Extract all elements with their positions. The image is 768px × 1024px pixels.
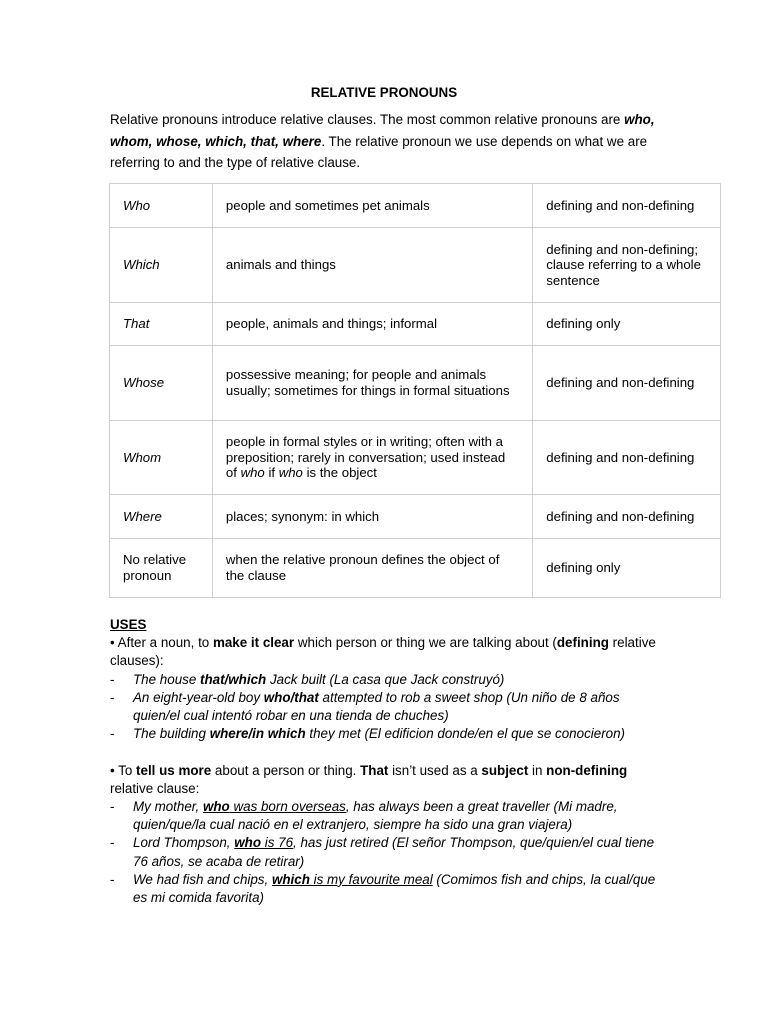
page-title: RELATIVE PRONOUNS xyxy=(310,85,458,100)
example-text: Lord Thompson, xyxy=(133,835,235,851)
pronoun-cell: Whom xyxy=(110,421,213,495)
example-item xyxy=(110,834,670,870)
example-text: (Comimos fish and chips, la cual/que es mi comida favorita) xyxy=(133,871,656,906)
clause-cell: defining and non-defining xyxy=(533,346,721,421)
clause-cell: defining and non-defining xyxy=(533,495,721,539)
use-text-who-2: who xyxy=(278,465,303,481)
example-item xyxy=(110,725,670,743)
bullet-text: which person or thing we are talking about ( xyxy=(294,635,557,651)
table-row xyxy=(110,184,721,228)
example-bold: who xyxy=(234,835,262,851)
example-text: , has always been a great traveller (Mi madre, quien/que/la cual nació en el extranjero, siempre ha sido una gran viajera) xyxy=(133,799,618,833)
clause-cell: defining only xyxy=(533,303,721,346)
bullet-defining xyxy=(110,634,670,670)
example-text: Jack built (La casa que Jack construyó) xyxy=(266,671,505,687)
clause-cell: defining only xyxy=(533,539,721,598)
example-text: My mother, xyxy=(133,799,203,815)
clause-cell: defining and non-defining xyxy=(533,421,721,495)
example-item xyxy=(110,871,670,907)
intro-text: Relative pronouns introduce relative clauses. The most common relative pronouns are xyxy=(110,112,625,127)
bullet-non-defining xyxy=(110,762,670,798)
pronoun-table xyxy=(109,183,721,598)
dash-marker: - xyxy=(110,689,115,705)
use-cell: when the relative pronoun defines the object of the clause xyxy=(212,539,532,598)
bullet-text: isn’t used as a xyxy=(388,762,482,778)
bullet-text: in xyxy=(528,762,547,778)
bullet-text: • After a noun, to xyxy=(110,635,213,651)
dash-marker: - xyxy=(110,726,115,742)
pronoun-cell: No relative pronoun xyxy=(110,539,213,598)
pronoun-cell: Where xyxy=(110,495,213,539)
example-underlined: is 76 xyxy=(261,835,294,851)
use-cell: people, animals and things; informal xyxy=(212,303,532,346)
pronoun-cell: That xyxy=(110,303,213,346)
use-cell: possessive meaning; for people and animals usually; sometimes for things in formal situations xyxy=(212,346,532,421)
table-row xyxy=(110,303,721,346)
uses-heading: USES xyxy=(110,617,147,632)
example-bold: where/in which xyxy=(209,726,306,742)
example-text: We had fish and chips, xyxy=(133,871,272,887)
use-text-if: if xyxy=(264,465,279,481)
bullet-bold: subject xyxy=(481,762,529,778)
dash-marker: - xyxy=(110,871,115,887)
table-row xyxy=(110,346,721,421)
bullet-bold: make it clear xyxy=(212,635,295,651)
use-cell: animals and things xyxy=(212,228,532,303)
example-text: they met (El edificion donde/en el que se conocieron) xyxy=(305,726,626,742)
intro-text-end: . The relative pronoun we use depends on what we are referring to and the type of relative clause. xyxy=(110,133,648,170)
use-text: people in formal styles or in writing; often with a preposition; rarely in conversation; used instead of xyxy=(225,434,506,481)
example-item xyxy=(110,689,670,725)
bullet-text: about a person or thing. xyxy=(211,762,361,778)
use-text-who: who xyxy=(240,465,265,481)
bullet-bold: That xyxy=(360,762,389,778)
pronoun-cell: Who xyxy=(110,184,213,228)
bullet-bold: defining xyxy=(556,635,609,651)
example-bold: which xyxy=(271,871,310,887)
example-text: attempted to rob a sweet shop (Un niño de 8 años quien/el cual intentó robar en una tienda de chuches) xyxy=(133,689,620,724)
dash-marker: - xyxy=(110,835,115,851)
pronoun-cell: Which xyxy=(110,228,213,303)
pronoun-cell: Whose xyxy=(110,346,213,421)
example-text: The building xyxy=(133,726,210,742)
example-item xyxy=(110,671,670,689)
use-cell xyxy=(212,421,532,495)
clause-cell: defining and non-defining xyxy=(533,184,721,228)
intro-pronoun-list: who, whom, whose, which, that, where xyxy=(110,112,655,149)
example-text: , has just retired (El señor Thompson, que/quien/el cual tiene 76 años, se acaba de retirar) xyxy=(133,835,655,869)
clause-cell: defining and non-defining; clause referring to a whole sentence xyxy=(533,228,721,303)
dash-marker: - xyxy=(110,799,115,815)
table-row xyxy=(110,228,721,303)
use-cell: places; synonym: in which xyxy=(212,495,532,539)
intro-paragraph xyxy=(110,109,670,174)
dash-marker: - xyxy=(110,671,115,687)
bullet-bold: non-defining xyxy=(546,762,628,778)
spacer xyxy=(110,743,670,761)
example-underlined: is my favourite meal xyxy=(309,871,433,887)
use-text-end: is the object xyxy=(302,465,377,481)
example-bold: who xyxy=(202,799,230,815)
bullet-text: • To xyxy=(110,762,137,778)
table-row xyxy=(110,539,721,598)
bullet-bold: tell us more xyxy=(136,762,212,778)
table-row xyxy=(110,495,721,539)
example-bold: who/that xyxy=(263,689,319,705)
bullet-text: relative clause: xyxy=(110,780,200,796)
example-underlined: was born overseas xyxy=(229,799,346,815)
example-text: The house xyxy=(133,671,200,687)
bullet-text: relative clauses): xyxy=(110,635,656,669)
example-item xyxy=(110,798,670,834)
table-row xyxy=(110,421,721,495)
example-text: An eight-year-old boy xyxy=(133,689,264,705)
use-cell: people and sometimes pet animals xyxy=(212,184,532,228)
uses-section xyxy=(110,616,670,907)
example-bold: that/which xyxy=(200,671,267,687)
